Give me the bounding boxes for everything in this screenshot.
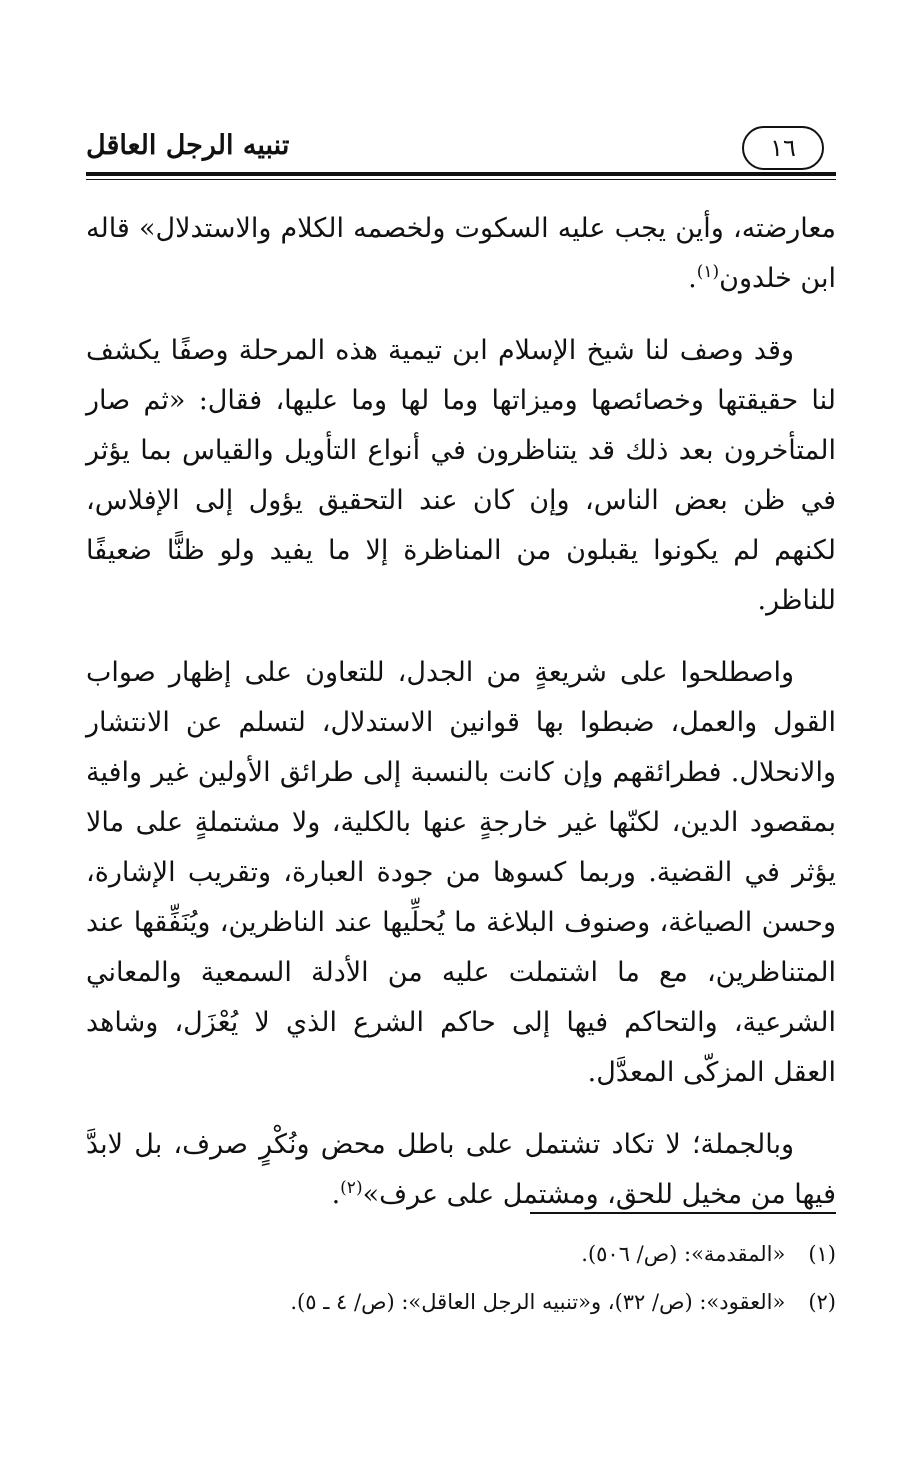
paragraph-1 (86, 204, 836, 304)
header-rule-thin (86, 179, 836, 180)
paragraph-2: وقد وصف لنا شيخ الإسلام ابن تيمية هذه المرحلة وصفًا يكشف لنا حقيقتها وخصائصها وميزاتها وما لها وما عليها، فقال: «ثم صار المتأخرون بعد ذلك قد يتناظرون في أنواع التأويل والقياس بما يؤثر في ظن بعض الناس، وإن كان عند التحقيق يؤول إلى الإفلاس، لكنهم لم يكونوا يقبلون من المناظرة إلا ما يفيد ولو ظنًّا ضعيفًا للناظر. (86, 335, 836, 616)
page-number: ١٦ (742, 126, 824, 170)
paragraph-1-end: . (688, 263, 697, 294)
footnote-2 (86, 1278, 836, 1326)
header-rule-thick (86, 172, 836, 176)
footnote-text: «المقدمة»: (ص/ ٥٠٦). (581, 1242, 786, 1266)
paragraph-4-text: وبالجملة؛ لا تكاد تشتمل على باطل محض ونُكْرٍ صرف، بل لابدَّ فيها من مخيل للحق، ومشتمل على عرف» (86, 1129, 836, 1210)
body-text (86, 204, 836, 1242)
footnote-ref-2[interactable]: (٢) (340, 1178, 363, 1198)
paragraph-1-text: معارضته، وأين يجب عليه السكوت ولخصمه الكلام والاستدلال» قاله ابن خلدون (86, 213, 836, 294)
footnote-ref-1[interactable]: (١) (696, 262, 720, 282)
footnote-separator (530, 1212, 836, 1214)
paragraph-4-end: . (331, 1179, 341, 1210)
footnote-number: (٢) (808, 1290, 836, 1314)
running-title: تنبيه الرجل العاقل (86, 130, 290, 161)
page-header (86, 122, 836, 170)
footnote-1 (86, 1230, 836, 1278)
footnote-text: «العقود»: (ص/ ٣٢)، و«تنبيه الرجل العاقل»: (ص/ ٤ ـ ٥). (290, 1290, 786, 1314)
footnotes (86, 1230, 836, 1326)
footnote-number: (١) (808, 1242, 836, 1266)
paragraph-3: واصطلحوا على شريعةٍ من الجدل، للتعاون على إظهار صواب القول والعمل، ضبطوا بها قوانين الاستدلال، لتسلم عن الانتشار والانحلال. فطرائقهم وإن كانت بالنسبة إلى طرائق الأولين غير وافية بمقصود الدين، لكنّها غير خارجةٍ عنها بالكلية، ولا مشتملةٍ على مالا يؤثر في القضية. وربما كسوها من جودة العبارة، وتقريب الإشارة، وحسن الصياغة، وصنوف البلاغة ما يُحلِّيها عند الناظرين، ويُنَفِّقها عند المتناظرين، مع ما اشتملت عليه من الأدلة السمعية والمعاني الشرعية، والتحاكم فيها إلى حاكم الشرع الذي لا يُعْزَل، وشاهد العقل المزكّى المعدَّل. (86, 657, 836, 1088)
paragraph-4 (86, 1120, 836, 1220)
